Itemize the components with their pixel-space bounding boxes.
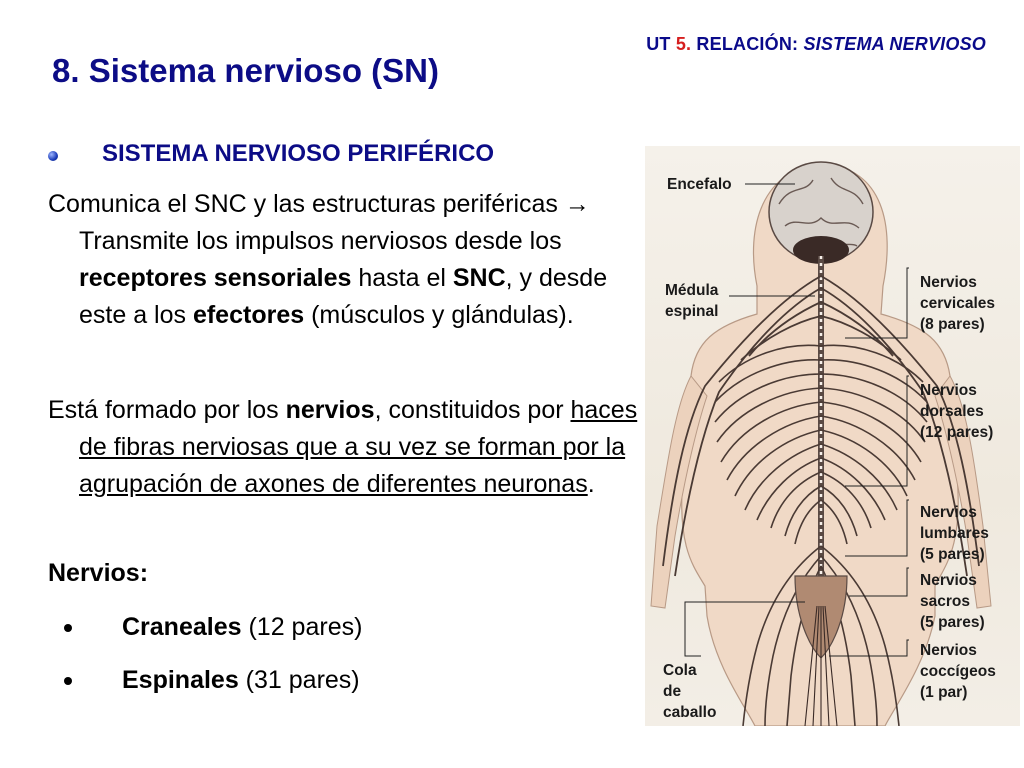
paragraph-2 [48, 392, 638, 503]
label-line: (8 pares) [920, 316, 985, 333]
label-line: caballo [663, 704, 717, 721]
label-line: lumbares [920, 525, 989, 542]
list-item-bold: Craneales [122, 613, 242, 641]
label-line: Nervios [920, 642, 977, 659]
label-cola-de-caballo [663, 660, 716, 723]
p1-bold-snc: SNC [452, 264, 506, 292]
header-unit-number: 5. [675, 34, 692, 54]
label-line: espinal [665, 303, 719, 320]
paragraph-1 [48, 186, 638, 334]
label-nervios-lumbares [920, 502, 989, 565]
header-middle: RELACIÓN: [691, 34, 804, 54]
bullet-icon [64, 677, 72, 685]
header-topic: SISTEMA NERVIOSO [803, 34, 986, 54]
header-prefix: UT [646, 34, 676, 54]
list-item-rest: (12 pares) [241, 613, 363, 641]
list-item-espinales [64, 666, 360, 695]
label-line: Cola [663, 662, 697, 679]
list-item-rest: (31 pares) [238, 666, 360, 694]
nervous-system-illustration [645, 146, 1020, 726]
label-line: (12 pares) [920, 424, 994, 441]
label-line: Médula [665, 282, 719, 299]
label-line: Nervios [920, 572, 977, 589]
p2-bold-nervios: nervios [285, 396, 375, 424]
label-line: (5 pares) [920, 546, 985, 563]
header-tag [646, 34, 986, 55]
label-line: Nervios [920, 382, 977, 399]
label-line: de [663, 683, 682, 700]
label-line: cervicales [920, 295, 995, 312]
p1-text-1: Comunica el SNC y las estructuras periféricas → Transmite los impulsos nerviosos desde los [48, 190, 590, 255]
list-item-craneales [64, 613, 362, 642]
list-item-bold: Espinales [122, 666, 239, 694]
label-line: sacros [920, 593, 970, 610]
label-line: coccígeos [920, 663, 996, 680]
p1-bold-receptores: receptores sensoriales [79, 264, 352, 292]
label-medula-espinal [665, 280, 718, 322]
label-line: (1 par) [920, 684, 968, 701]
p2-text-1: Está formado por los [48, 396, 286, 424]
label-line: (5 pares) [920, 614, 985, 631]
bullet-icon [64, 624, 72, 632]
p2-text-2: , constituidos por [374, 396, 571, 424]
label-line: Nervios [920, 274, 977, 291]
label-nervios-dorsales [920, 380, 993, 443]
label-line: Nervios [920, 504, 977, 521]
section-heading [48, 140, 494, 168]
p2-underlined-definition: haces de fibras nerviosas que a su vez se forman por la agrupación de axones de diferentes neuronas [79, 396, 638, 498]
nervios-heading: Nervios: [48, 559, 149, 587]
p2-text-3: . [587, 470, 595, 498]
label-nervios-coccigeos [920, 640, 996, 703]
label-nervios-cervicales [920, 272, 995, 335]
p1-text-4: (músculos y glándulas). [304, 301, 574, 329]
blue-bullet-icon [48, 151, 58, 161]
p1-text-3: , y desde este a los [79, 264, 608, 329]
p1-text-2: hasta el [351, 264, 453, 292]
p1-bold-efectores: efectores [192, 301, 305, 329]
label-nervios-sacros [920, 570, 985, 633]
label-encefalo: Encefalo [667, 176, 732, 193]
label-line: dorsales [920, 403, 984, 420]
slide-title: 8. Sistema nervioso (SN) [52, 52, 439, 89]
section-heading-text: SISTEMA NERVIOSO PERIFÉRICO [102, 140, 495, 167]
